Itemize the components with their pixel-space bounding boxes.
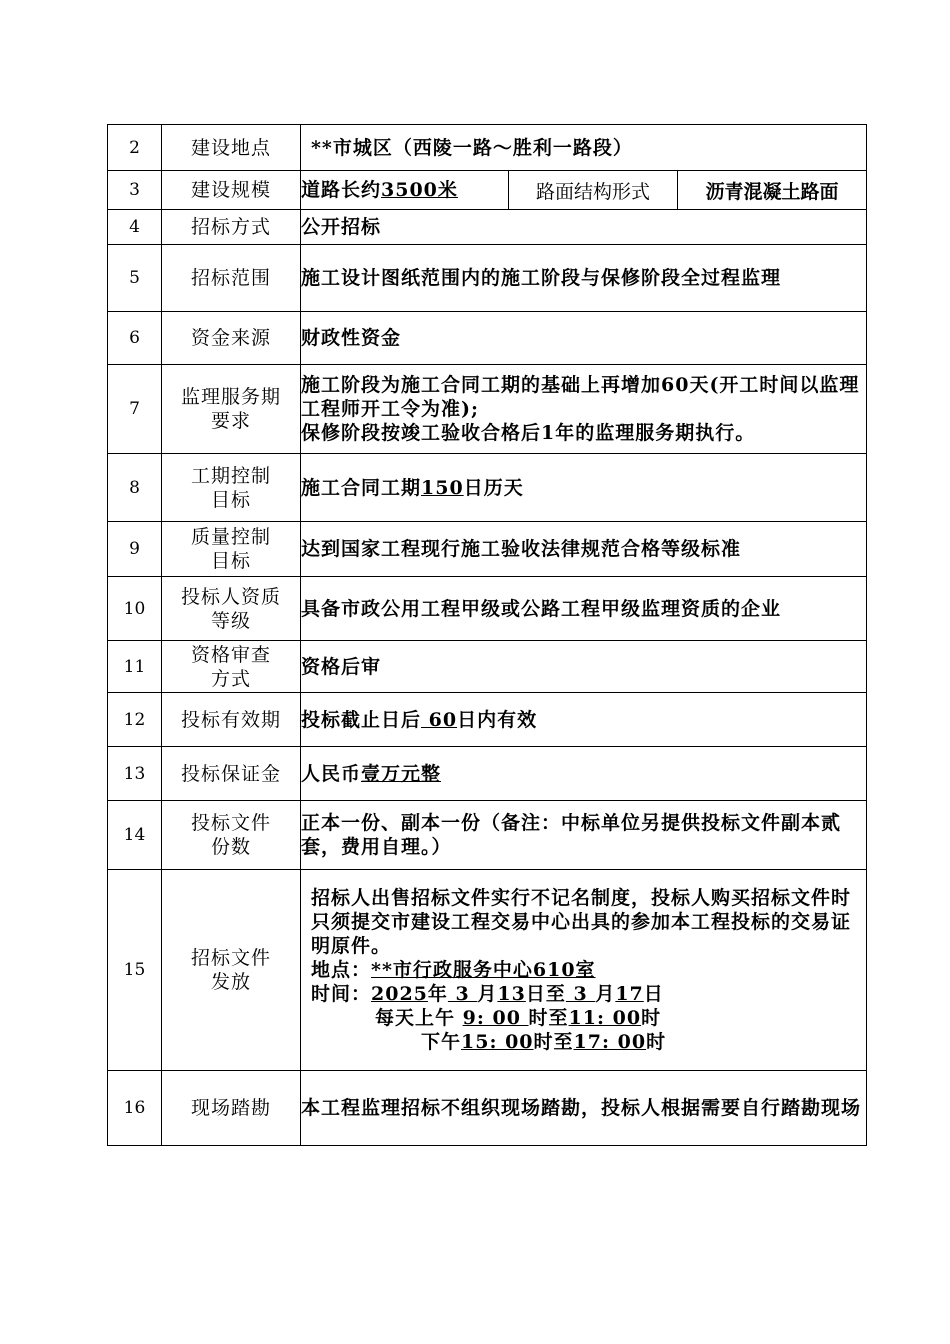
text: 时至 bbox=[528, 1007, 569, 1029]
value-line: 保修阶段按竣工验收合格后1年的监理服务期执行。 bbox=[301, 422, 756, 444]
text: 每天上午 bbox=[375, 1007, 463, 1029]
value-text: 施工合同工期 bbox=[301, 476, 422, 499]
row-label: 投标保证金 bbox=[162, 747, 301, 801]
row-number: 4 bbox=[108, 210, 162, 245]
text: 月 bbox=[477, 983, 498, 1005]
value-text: 道路长约 bbox=[301, 179, 382, 201]
location-label: 地点： bbox=[311, 959, 372, 981]
row-label bbox=[162, 454, 301, 522]
row-value bbox=[301, 747, 867, 801]
label-line: 目标 bbox=[210, 488, 251, 511]
table-row bbox=[108, 577, 867, 641]
value-text: 日内有效 bbox=[457, 708, 538, 731]
value-line: 施工阶段为施工合同工期的基础上再增加60天(开工时间以监理工程师开工令为准); bbox=[301, 374, 860, 420]
value-text: 日历天 bbox=[463, 476, 524, 499]
month-start: 3 bbox=[447, 983, 478, 1005]
table-row bbox=[108, 312, 867, 365]
table-row bbox=[108, 747, 867, 801]
row-label: 资金来源 bbox=[162, 312, 301, 365]
row-number: 8 bbox=[108, 454, 162, 522]
label-line: 目标 bbox=[210, 550, 251, 572]
pm-end: 17: 00 bbox=[573, 1031, 647, 1053]
row-number: 14 bbox=[108, 801, 162, 870]
value-underlined: 壹万元整 bbox=[361, 762, 442, 785]
row-number: 13 bbox=[108, 747, 162, 801]
label-line: 监理服务期 bbox=[180, 386, 281, 408]
row-value: 达到国家工程现行施工验收法律规范合格等级标准 bbox=[301, 522, 867, 577]
table-row bbox=[108, 454, 867, 522]
row-value: 资格后审 bbox=[301, 641, 867, 693]
row-number: 5 bbox=[108, 245, 162, 312]
row-value: 施工设计图纸范围内的施工阶段与保修阶段全过程监理 bbox=[301, 245, 867, 312]
pm-start: 15: 00 bbox=[461, 1031, 534, 1053]
row-label bbox=[162, 870, 301, 1071]
label-line: 招标文件 bbox=[190, 947, 271, 969]
label-line: 质量控制 bbox=[190, 526, 271, 548]
row-value bbox=[301, 171, 509, 210]
value-text: 投标截止日后 bbox=[301, 708, 422, 731]
table-row bbox=[108, 1071, 867, 1146]
row-number: 6 bbox=[108, 312, 162, 365]
table-row bbox=[108, 801, 867, 870]
label-line: 工期控制 bbox=[190, 464, 271, 487]
row-label: 投标有效期 bbox=[162, 693, 301, 747]
row-number: 9 bbox=[108, 522, 162, 577]
row-label bbox=[162, 365, 301, 454]
row-value: 财政性资金 bbox=[301, 312, 867, 365]
sub-label: 路面结构形式 bbox=[509, 171, 678, 210]
text: 时 bbox=[641, 1007, 662, 1029]
value-underlined: 60 bbox=[421, 708, 458, 731]
label-line: 等级 bbox=[210, 609, 251, 632]
location-line bbox=[311, 958, 866, 982]
tender-info-table bbox=[107, 124, 867, 1146]
row-value bbox=[301, 693, 867, 747]
row-number: 12 bbox=[108, 693, 162, 747]
table-row bbox=[108, 365, 867, 454]
row-label: 招标范围 bbox=[162, 245, 301, 312]
table-row bbox=[108, 125, 867, 171]
row-number: 3 bbox=[108, 171, 162, 210]
day-end: 17 bbox=[615, 983, 644, 1005]
time-label: 时间： bbox=[311, 983, 372, 1005]
location-value: **市行政服务中心610室 bbox=[371, 959, 596, 981]
label-line: 份数 bbox=[210, 836, 251, 858]
row-number: 16 bbox=[108, 1071, 162, 1146]
row-number: 2 bbox=[108, 125, 162, 171]
row-label bbox=[162, 522, 301, 577]
text: 月 bbox=[595, 983, 616, 1005]
text: 日 bbox=[643, 983, 664, 1005]
am-start: 9: 00 bbox=[462, 1007, 529, 1029]
value-underlined: 150 bbox=[421, 476, 464, 499]
row-value bbox=[301, 365, 867, 454]
row-label bbox=[162, 577, 301, 641]
row-number: 10 bbox=[108, 577, 162, 641]
label-line: 要求 bbox=[210, 410, 251, 432]
row-value: 公开招标 bbox=[301, 210, 867, 245]
table-row bbox=[108, 210, 867, 245]
label-line: 投标文件 bbox=[190, 812, 271, 834]
label-line: 资格审查 bbox=[190, 643, 271, 666]
day-start: 13 bbox=[497, 983, 526, 1005]
table-row bbox=[108, 245, 867, 312]
row-label: 建设规模 bbox=[162, 171, 301, 210]
text: 日至 bbox=[525, 983, 566, 1005]
text: 时 bbox=[646, 1031, 667, 1053]
row-value: 正本一份、副本一份（备注：中标单位另提供投标文件副本贰套，费用自理。） bbox=[301, 801, 867, 870]
afternoon-line bbox=[311, 1030, 866, 1054]
value-paragraph: 招标人出售招标文件实行不记名制度，投标人购买招标文件时只须提交市建设工程交易中心出具的参加本工程投标的交易证明原件。 bbox=[311, 887, 852, 957]
label-line: 发放 bbox=[210, 971, 251, 993]
row-value: 具备市政公用工程甲级或公路工程甲级监理资质的企业 bbox=[301, 577, 867, 641]
label-line: 方式 bbox=[210, 667, 251, 690]
row-label: 建设地点 bbox=[162, 125, 301, 171]
table-row bbox=[108, 641, 867, 693]
row-value bbox=[301, 870, 867, 1071]
row-label bbox=[162, 801, 301, 870]
row-value bbox=[301, 454, 867, 522]
am-end: 11: 00 bbox=[568, 1007, 642, 1029]
text: 年 bbox=[427, 983, 448, 1005]
morning-line bbox=[311, 1006, 866, 1030]
sub-value: 沥青混凝土路面 bbox=[678, 171, 867, 210]
year: 2025 bbox=[371, 983, 428, 1005]
month-end: 3 bbox=[565, 983, 596, 1005]
label-line: 投标人资质 bbox=[180, 585, 281, 608]
table-row bbox=[108, 693, 867, 747]
row-label: 现场踏勘 bbox=[162, 1071, 301, 1146]
table-row bbox=[108, 171, 867, 210]
row-number: 15 bbox=[108, 870, 162, 1071]
value-text: 人民币 bbox=[301, 762, 362, 785]
table-row bbox=[108, 870, 867, 1071]
text: 时至 bbox=[533, 1031, 574, 1053]
row-value: 本工程监理招标不组织现场踏勘，投标人根据需要自行踏勘现场 bbox=[301, 1071, 867, 1146]
row-number: 11 bbox=[108, 641, 162, 693]
text: 下午 bbox=[421, 1031, 462, 1053]
value-underlined: 3500米 bbox=[381, 179, 458, 201]
row-value: **市城区（西陵一路～胜利一路段） bbox=[301, 125, 867, 171]
time-line bbox=[311, 982, 866, 1006]
row-number: 7 bbox=[108, 365, 162, 454]
table-row bbox=[108, 522, 867, 577]
row-label bbox=[162, 641, 301, 693]
row-label: 招标方式 bbox=[162, 210, 301, 245]
